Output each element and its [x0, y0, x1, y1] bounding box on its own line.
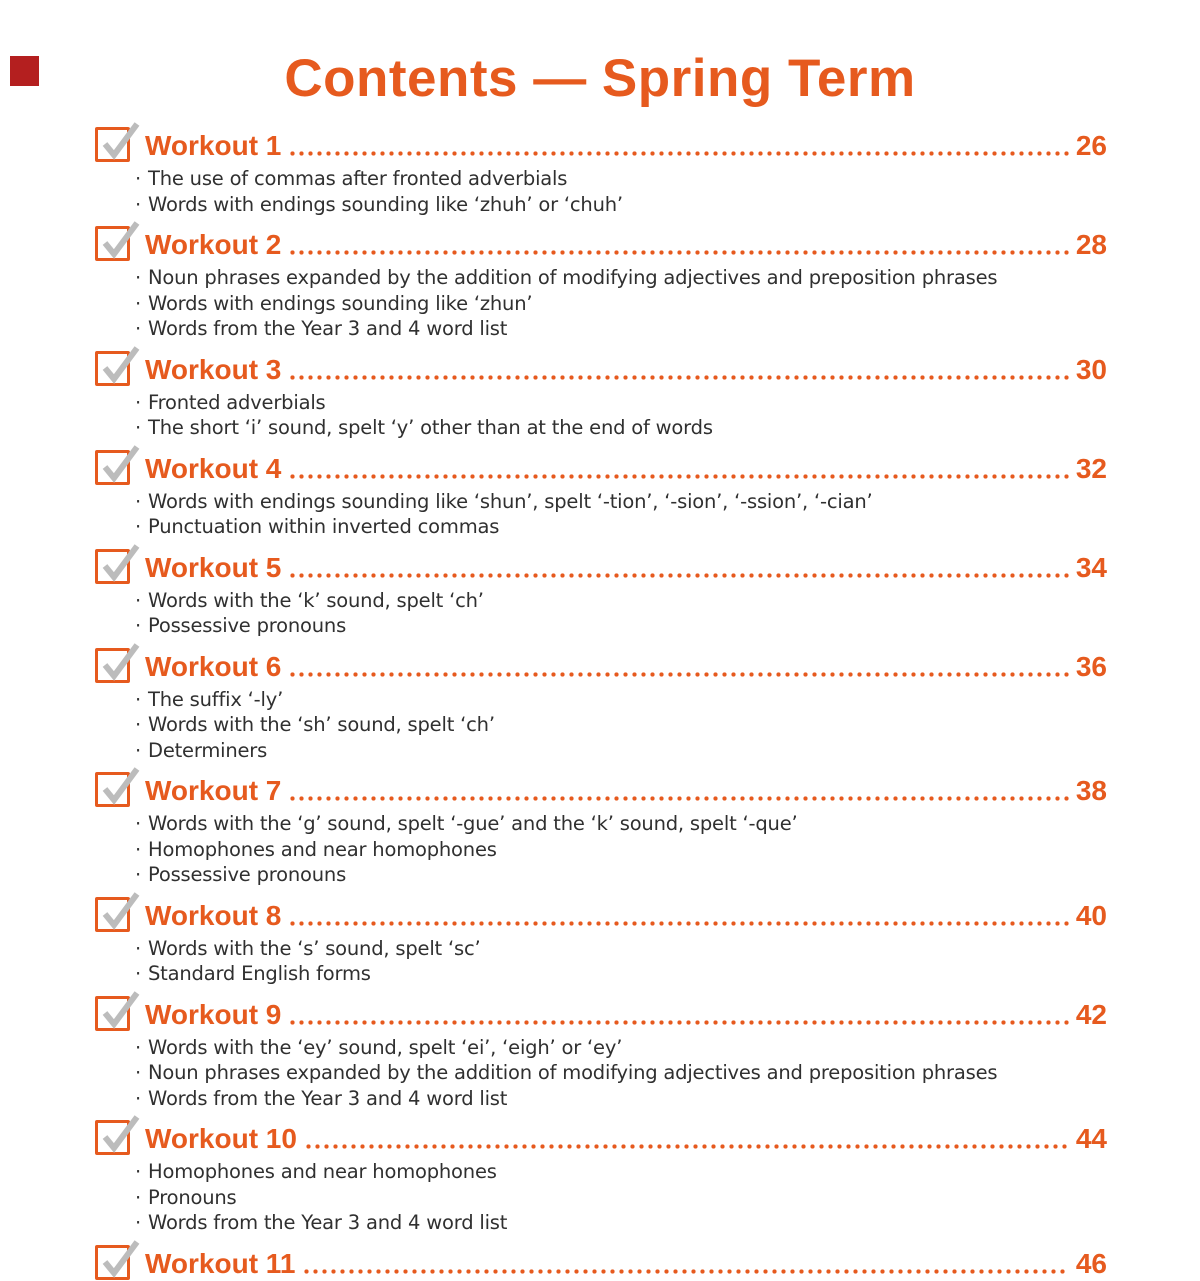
- topic-text: Words with the ‘s’ sound, spelt ‘sc’: [148, 936, 481, 960]
- contents-entry: [95, 647, 1107, 764]
- workout-checkbox[interactable]: [95, 549, 130, 584]
- bullet-dot-icon: ·: [135, 1160, 141, 1183]
- bullet-dot-icon: ·: [135, 192, 141, 216]
- topic-text: The use of commas after fronted adverbials: [148, 167, 568, 190]
- contents-entry: [95, 449, 1107, 540]
- checkmark-icon: [95, 1110, 141, 1156]
- topic-text: Words with the ‘k’ sound, spelt ‘ch’: [148, 588, 484, 612]
- topic-item: [135, 291, 1107, 317]
- entry-head: [95, 995, 1107, 1032]
- workout-label: Workout 11: [145, 1247, 296, 1279]
- topic-list: [95, 687, 1107, 764]
- bullet-dot-icon: ·: [135, 1035, 141, 1059]
- topic-item: [135, 811, 1107, 837]
- dotted-leader: [288, 998, 1068, 1032]
- topic-text: The short ‘i’ sound, spelt ‘y’ other than at the end of words: [148, 416, 713, 439]
- topic-item: [135, 837, 1107, 863]
- page-number: 34: [1075, 551, 1107, 583]
- workout-label: Workout 2: [145, 229, 282, 260]
- workout-checkbox[interactable]: [95, 351, 130, 386]
- checkmark-icon: [95, 762, 141, 808]
- dotted-leader: [304, 1122, 1069, 1156]
- contents-entry: [95, 1244, 1107, 1281]
- bullet-dot-icon: ·: [135, 812, 141, 835]
- topic-item: [135, 390, 1107, 416]
- workout-checkbox[interactable]: [95, 772, 130, 807]
- topic-text: Punctuation within inverted commas: [148, 515, 500, 538]
- page-number: 36: [1075, 650, 1107, 682]
- workout-checkbox[interactable]: [95, 897, 130, 932]
- topic-text: Words with the ‘g’ sound, spelt ‘-gue’ and the ‘k’ sound, spelt ‘-que’: [148, 812, 798, 835]
- topic-list: [95, 390, 1107, 441]
- bullet-dot-icon: ·: [135, 936, 141, 960]
- topic-text: Words from the Year 3 and 4 word list: [148, 1211, 508, 1234]
- workout-label: Workout 8: [145, 899, 282, 931]
- workout-checkbox[interactable]: [95, 1120, 130, 1155]
- entry-head: [95, 1119, 1107, 1156]
- topic-list: [95, 1159, 1107, 1236]
- bullet-dot-icon: ·: [135, 416, 141, 439]
- dotted-leader: [288, 353, 1068, 387]
- bullet-dot-icon: ·: [135, 1061, 141, 1084]
- workout-label: Workout 9: [145, 998, 282, 1030]
- checkmark-icon: [95, 539, 141, 585]
- topic-item: [135, 514, 1107, 540]
- dotted-leader: [288, 774, 1068, 808]
- topic-text: Words with the ‘ey’ sound, spelt ‘ei’, ‘eigh’ or ‘ey’: [148, 1035, 623, 1059]
- topic-list: [95, 489, 1107, 540]
- topic-text: Words with endings sounding like ‘zhun’: [148, 291, 533, 315]
- workout-label: Workout 7: [145, 775, 282, 806]
- workout-label: Workout 4: [145, 452, 282, 484]
- topic-text: Standard English forms: [148, 962, 371, 985]
- topic-text: Words from the Year 3 and 4 word list: [148, 317, 508, 340]
- corner-marker: [10, 56, 39, 86]
- topic-list: [95, 936, 1107, 987]
- workout-label: Workout 1: [145, 130, 282, 161]
- entry-head: [95, 449, 1107, 486]
- dotted-leader: [288, 129, 1068, 163]
- bullet-dot-icon: ·: [135, 713, 141, 736]
- topic-text: Possessive pronouns: [148, 863, 347, 886]
- topic-text: Words with the ‘sh’ sound, spelt ‘ch’: [148, 713, 495, 736]
- topic-item: [135, 316, 1107, 342]
- workout-label: Workout 5: [145, 551, 282, 583]
- topic-item: [135, 936, 1107, 962]
- checkmark-icon: [95, 216, 141, 262]
- page-number: 28: [1075, 229, 1107, 260]
- page-number: 30: [1075, 353, 1107, 385]
- workout-checkbox[interactable]: [95, 996, 130, 1031]
- contents-page: [0, 48, 1200, 1279]
- checkmark-icon: [95, 1235, 141, 1281]
- topic-list: [95, 166, 1107, 217]
- topic-text: The suffix ‘-ly’: [148, 687, 284, 711]
- dotted-leader: [288, 228, 1068, 262]
- workout-checkbox[interactable]: [95, 226, 130, 261]
- bullet-dot-icon: ·: [135, 687, 141, 711]
- dotted-leader: [288, 551, 1068, 585]
- workout-label: Workout 6: [145, 650, 282, 682]
- contents-entry: [95, 995, 1107, 1112]
- page-number: 44: [1075, 1123, 1107, 1154]
- topic-item: [135, 1060, 1107, 1086]
- entry-head: [95, 225, 1107, 262]
- topic-text: Homophones and near homophones: [148, 837, 497, 861]
- bullet-dot-icon: ·: [135, 317, 141, 340]
- topic-list: [95, 1035, 1107, 1112]
- topic-item: [135, 712, 1107, 738]
- entry-head: [95, 771, 1107, 808]
- page-number: 40: [1075, 899, 1107, 931]
- entry-head: [95, 647, 1107, 684]
- page-number: 42: [1075, 998, 1107, 1030]
- page-title: Contents — Spring Term: [284, 49, 916, 108]
- entry-head: [95, 896, 1107, 933]
- topic-text: Pronouns: [148, 1185, 237, 1209]
- topic-item: [135, 613, 1107, 639]
- topic-item: [135, 489, 1107, 515]
- entry-head: [95, 126, 1107, 163]
- dotted-leader: [288, 650, 1068, 684]
- bullet-dot-icon: ·: [135, 515, 141, 538]
- bullet-dot-icon: ·: [135, 837, 141, 861]
- checkmark-icon: [95, 341, 141, 387]
- topic-text: Words from the Year 3 and 4 word list: [148, 1086, 508, 1110]
- topic-item: [135, 1210, 1107, 1236]
- page-number: 38: [1075, 775, 1107, 806]
- contents-entry: [95, 225, 1107, 342]
- topic-item: [135, 192, 1107, 218]
- checkmark-icon: [95, 887, 141, 933]
- bullet-dot-icon: ·: [135, 167, 141, 190]
- contents-list: [95, 126, 1107, 1281]
- bullet-dot-icon: ·: [135, 1211, 141, 1234]
- topic-text: Possessive pronouns: [148, 614, 347, 637]
- topic-text: Words with endings sounding like ‘zhuh’ or ‘chuh’: [148, 192, 623, 216]
- topic-item: [135, 961, 1107, 987]
- workout-checkbox[interactable]: [95, 127, 130, 162]
- checkmark-icon: [95, 440, 141, 486]
- topic-text: Noun phrases expanded by the addition of modifying adjectives and preposition phrases: [148, 1061, 998, 1084]
- bullet-dot-icon: ·: [135, 489, 141, 513]
- workout-checkbox[interactable]: [95, 648, 130, 683]
- checkmark-icon: [95, 117, 141, 163]
- topic-list: [95, 811, 1107, 888]
- contents-entry: [95, 126, 1107, 217]
- contents-entry: [95, 548, 1107, 639]
- topic-text: Words with endings sounding like ‘shun’, spelt ‘-tion’, ‘-sion’, ‘-ssion’, ‘-cian’: [148, 489, 873, 513]
- topic-item: [135, 1035, 1107, 1061]
- contents-entry: [95, 350, 1107, 441]
- topic-list: [95, 588, 1107, 639]
- entry-head: [95, 350, 1107, 387]
- workout-checkbox[interactable]: [95, 1245, 130, 1280]
- topic-item: [135, 166, 1107, 192]
- checkmark-icon: [95, 638, 141, 684]
- topic-text: Homophones and near homophones: [148, 1160, 497, 1183]
- topic-item: [135, 862, 1107, 888]
- bullet-dot-icon: ·: [135, 962, 141, 985]
- topic-item: [135, 1086, 1107, 1112]
- bullet-dot-icon: ·: [135, 1185, 141, 1209]
- entry-head: [95, 548, 1107, 585]
- page-number: 46: [1075, 1247, 1107, 1279]
- contents-entry: [95, 771, 1107, 888]
- bullet-dot-icon: ·: [135, 614, 141, 637]
- topic-text: Noun phrases expanded by the addition of modifying adjectives and preposition phrases: [148, 266, 998, 289]
- dotted-leader: [288, 899, 1068, 933]
- topic-item: [135, 687, 1107, 713]
- contents-entry: [95, 896, 1107, 987]
- bullet-dot-icon: ·: [135, 266, 141, 289]
- topic-item: [135, 1159, 1107, 1185]
- page-number: 26: [1075, 130, 1107, 161]
- workout-checkbox[interactable]: [95, 450, 130, 485]
- bullet-dot-icon: ·: [135, 738, 141, 762]
- entry-head: [95, 1244, 1107, 1281]
- dotted-leader: [302, 1247, 1068, 1281]
- topic-item: [135, 265, 1107, 291]
- topic-item: [135, 588, 1107, 614]
- bullet-dot-icon: ·: [135, 390, 141, 414]
- bullet-dot-icon: ·: [135, 863, 141, 886]
- topic-item: [135, 1185, 1107, 1211]
- topic-text: Fronted adverbials: [148, 390, 326, 414]
- topic-text: Determiners: [148, 738, 268, 762]
- bullet-dot-icon: ·: [135, 588, 141, 612]
- workout-label: Workout 3: [145, 353, 282, 385]
- bullet-dot-icon: ·: [135, 291, 141, 315]
- topic-item: [135, 415, 1107, 441]
- topic-list: [95, 265, 1107, 342]
- bullet-dot-icon: ·: [135, 1086, 141, 1110]
- checkmark-icon: [95, 986, 141, 1032]
- contents-entry: [95, 1119, 1107, 1236]
- topic-item: [135, 738, 1107, 764]
- dotted-leader: [288, 452, 1068, 486]
- workout-label: Workout 10: [145, 1123, 297, 1154]
- page-number: 32: [1075, 452, 1107, 484]
